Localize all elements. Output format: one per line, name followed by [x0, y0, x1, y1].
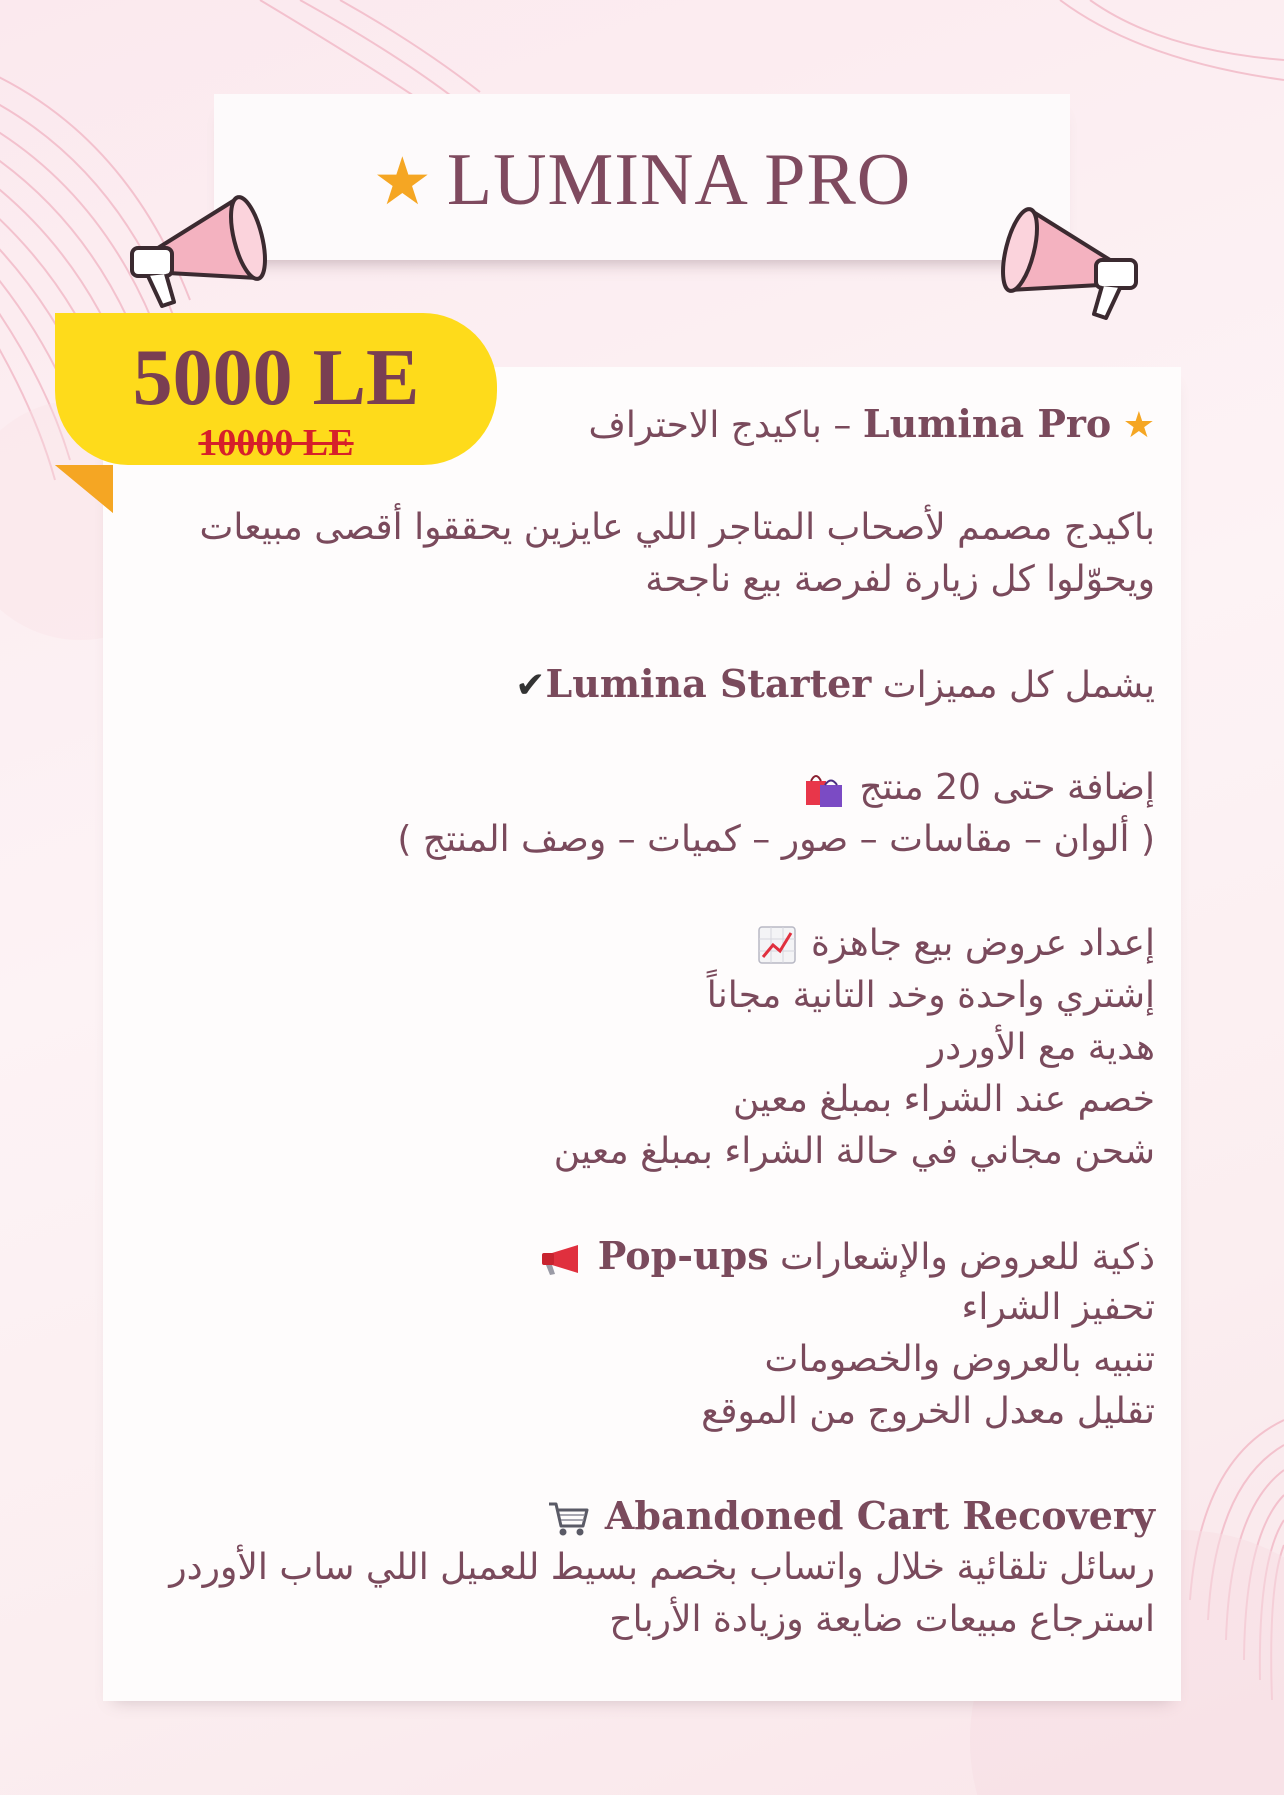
list-item: تنبيه بالعروض والخصومات [764, 1339, 1155, 1380]
star-icon: ★ [372, 146, 433, 219]
list-item: هدية مع الأوردر [927, 1027, 1155, 1068]
package-description [150, 398, 1155, 1646]
check-icon: ✔ [515, 665, 546, 706]
shopping-bags-icon [804, 769, 844, 809]
products-detail: ( ألوان – مقاسات – صور – كميات – وصف المنتج ) [397, 819, 1155, 860]
cart-title: Abandoned Cart Recovery [150, 1490, 1155, 1542]
list-item: تقليل معدل الخروج من الموقع [701, 1391, 1155, 1432]
includes-line: يشمل كل مميزات Lumina Starter✔ [515, 661, 1155, 706]
intro-line: ويحوّلوا كل زيارة لفرصة بيع ناجحة [645, 559, 1155, 600]
list-item: إشتري واحدة وخد التانية مجاناً [706, 975, 1155, 1016]
shopping-cart-icon [547, 1500, 589, 1538]
chart-icon [758, 926, 796, 964]
loudspeaker-icon [538, 1241, 582, 1277]
star-icon: ★ [1122, 405, 1155, 446]
old-price: 10000 LE [198, 422, 354, 464]
products-title: إضافة حتى 20 منتج [150, 762, 1155, 814]
package-heading: ★ Lumina Pro – باكيدج الاحتراف [588, 401, 1155, 446]
list-item: تحفيز الشراء [961, 1287, 1155, 1328]
list-item: خصم عند الشراء بمبلغ معين [732, 1079, 1155, 1120]
popups-title: ذكية للعروض والإشعارات Pop-ups [150, 1230, 1155, 1282]
intro-line: باكيدج مصمم لأصحاب المتاجر اللي عايزين يحققوا أقصى مبيعات [199, 507, 1155, 548]
list-item: استرجاع مبيعات ضايعة وزيادة الأرباح [609, 1599, 1155, 1640]
ribbon-fold [55, 465, 113, 513]
list-item: رسائل تلقائية خلال واتساب بخصم بسيط للعميل اللي ساب الأوردر [169, 1547, 1155, 1588]
current-price: 5000 LE [132, 334, 420, 422]
page-title: ★ LUMINA PRO [372, 139, 912, 221]
offers-title: إعداد عروض بيع جاهزة [150, 918, 1155, 970]
list-item: شحن مجاني في حالة الشراء بمبلغ معين [553, 1131, 1155, 1172]
